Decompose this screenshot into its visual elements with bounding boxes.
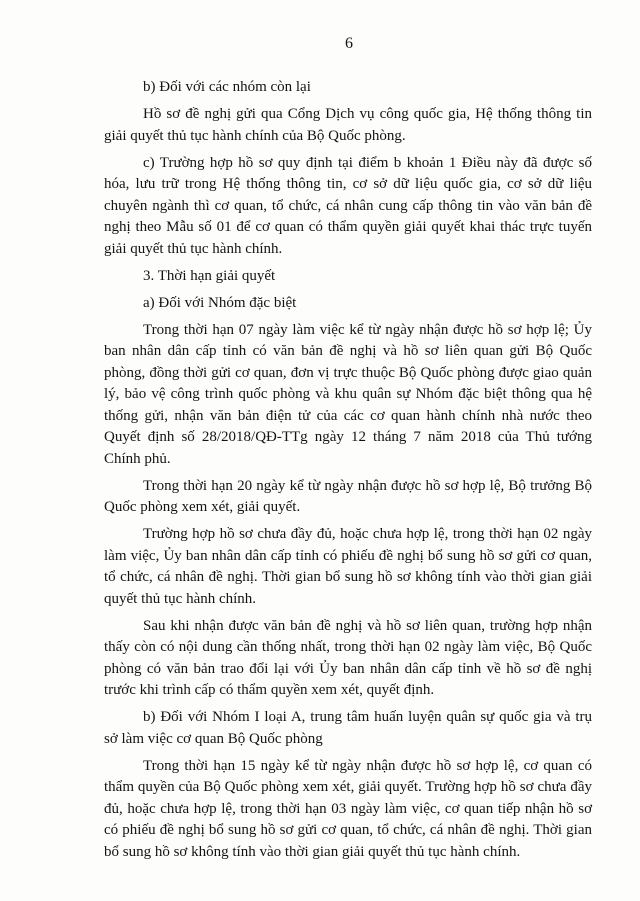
text-line: trước khi trình cấp có thẩm quyền xem xét, quyết định. [104, 682, 435, 698]
text-line: giải quyết thủ tục hành chính. [104, 240, 283, 257]
paragraph [104, 104, 592, 147]
text-line: Trường hợp hồ sơ chưa đầy đủ, hoặc chưa hợp lệ, trong thời hạn 02 ngày [143, 526, 592, 542]
text-line: Sau khi nhận được văn bản đề nghị và hồ sơ liên quan, trường hợp nhận [143, 617, 592, 634]
text-line: Quốc phòng xem xét, giải quyết. [104, 499, 301, 515]
text-line: b) Đối với Nhóm I loại A, trung tâm huấn luyện quân sự quốc gia và trụ [143, 709, 592, 725]
paragraph [104, 524, 592, 610]
text-line: Trong thời hạn 15 ngày kể từ ngày nhận được hồ sơ hợp lệ, cơ quan có [143, 757, 592, 774]
text-line: thống gửi, nhận văn bản điện tử của các cơ quan hành chính nhà nước theo [104, 407, 592, 424]
text-line: Trong thời hạn 07 ngày làm việc kể từ ngày nhận được hồ sơ hợp lệ; Ủy [143, 321, 592, 338]
paragraph [104, 266, 592, 288]
paragraph [104, 616, 592, 702]
document-body [104, 77, 592, 863]
text-line: phòng, đồng thời gửi cơ quan, đơn vị trực thuộc Bộ Quốc phòng được giao quản [104, 364, 592, 381]
text-line: hóa, lưu trữ trong Hệ thống thông tin, cơ sở dữ liệu quốc gia, cơ sở dữ liệu [104, 176, 592, 192]
text-line: đủ, hoặc chưa hợp lệ, trong thời hạn 03 ngày làm việc, cơ quan tiếp nhận hồ sơ [104, 800, 592, 817]
text-line: nghị theo Mẫu số 01 để cơ quan có thẩm quyền giải quyết khai thác trực tuyến [104, 219, 592, 235]
text-line: a) Đối với Nhóm đặc biệt [143, 294, 297, 311]
paragraph [104, 293, 592, 315]
text-line: chuyên ngành thì cơ quan, tổ chức, cá nhân cung cấp thông tin vào văn bản đề [104, 197, 592, 214]
text-line: Quyết định số 28/2018/QĐ-TTg ngày 12 tháng 7 năm 2018 của Thủ tướng [104, 429, 592, 445]
text-line: thấy còn có nội dung cần thống nhất, trong thời hạn 02 ngày làm việc, Bộ Quốc [104, 639, 592, 655]
text-line: ban nhân dân cấp tỉnh có văn bản đề nghị và hồ sơ liên quan gửi Bộ Quốc [104, 343, 592, 359]
paragraph [104, 476, 592, 519]
text-line: Hồ sơ đề nghị gửi qua Cổng Dịch vụ công quốc gia, Hệ thống thông tin [143, 106, 592, 122]
paragraph [104, 320, 592, 471]
paragraph [104, 756, 592, 864]
text-line: quyết thủ tục hành chính. [104, 590, 257, 607]
paragraph [104, 77, 592, 99]
paragraph [104, 153, 592, 261]
text-line: phòng có văn bản trao đổi lại với Ủy ban nhân dân cấp tỉnh về hồ sơ đề nghị [104, 660, 592, 677]
text-line: sở làm việc cơ quan Bộ Quốc phòng [104, 730, 323, 747]
text-line: b) Đối với các nhóm còn lại [143, 79, 311, 95]
text-line: 3. Thời hạn giải quyết [143, 267, 276, 284]
text-line: làm việc, Ủy ban nhân dân cấp tỉnh có phiếu đề nghị bổ sung hồ sơ gửi cơ quan, [104, 547, 592, 564]
text-line: tổ chức, cá nhân đề nghị. Thời gian bổ sung hồ sơ không tính vào thời gian giải [104, 569, 592, 585]
text-line: có phiếu đề nghị bổ sung hồ sơ gửi cơ quan, tổ chức, cá nhân đề nghị. Thời gian [104, 822, 592, 838]
paragraph [104, 707, 592, 750]
page-number: 6 [345, 35, 353, 52]
text-line: Chính phủ. [104, 450, 171, 467]
text-line: giải quyết thủ tục hành chính của Bộ Quốc phòng. [104, 127, 406, 144]
text-line: bổ sung hồ sơ không tính vào thời gian giải quyết thủ tục hành chính. [104, 843, 521, 860]
text-line: Trong thời hạn 20 ngày kể từ ngày nhận được hồ sơ hợp lệ, Bộ trưởng Bộ [143, 477, 592, 494]
text-line: lý, bảo vệ công trình quốc phòng và khu quân sự Nhóm đặc biệt thông qua hệ [104, 386, 592, 402]
text-line: c) Trường hợp hồ sơ quy định tại điểm b khoản 1 Điều này đã được số [143, 154, 592, 171]
text-line: thẩm quyền của Bộ Quốc phòng xem xét, giải quyết. Trường hợp hồ sơ chưa đầy [104, 779, 592, 795]
